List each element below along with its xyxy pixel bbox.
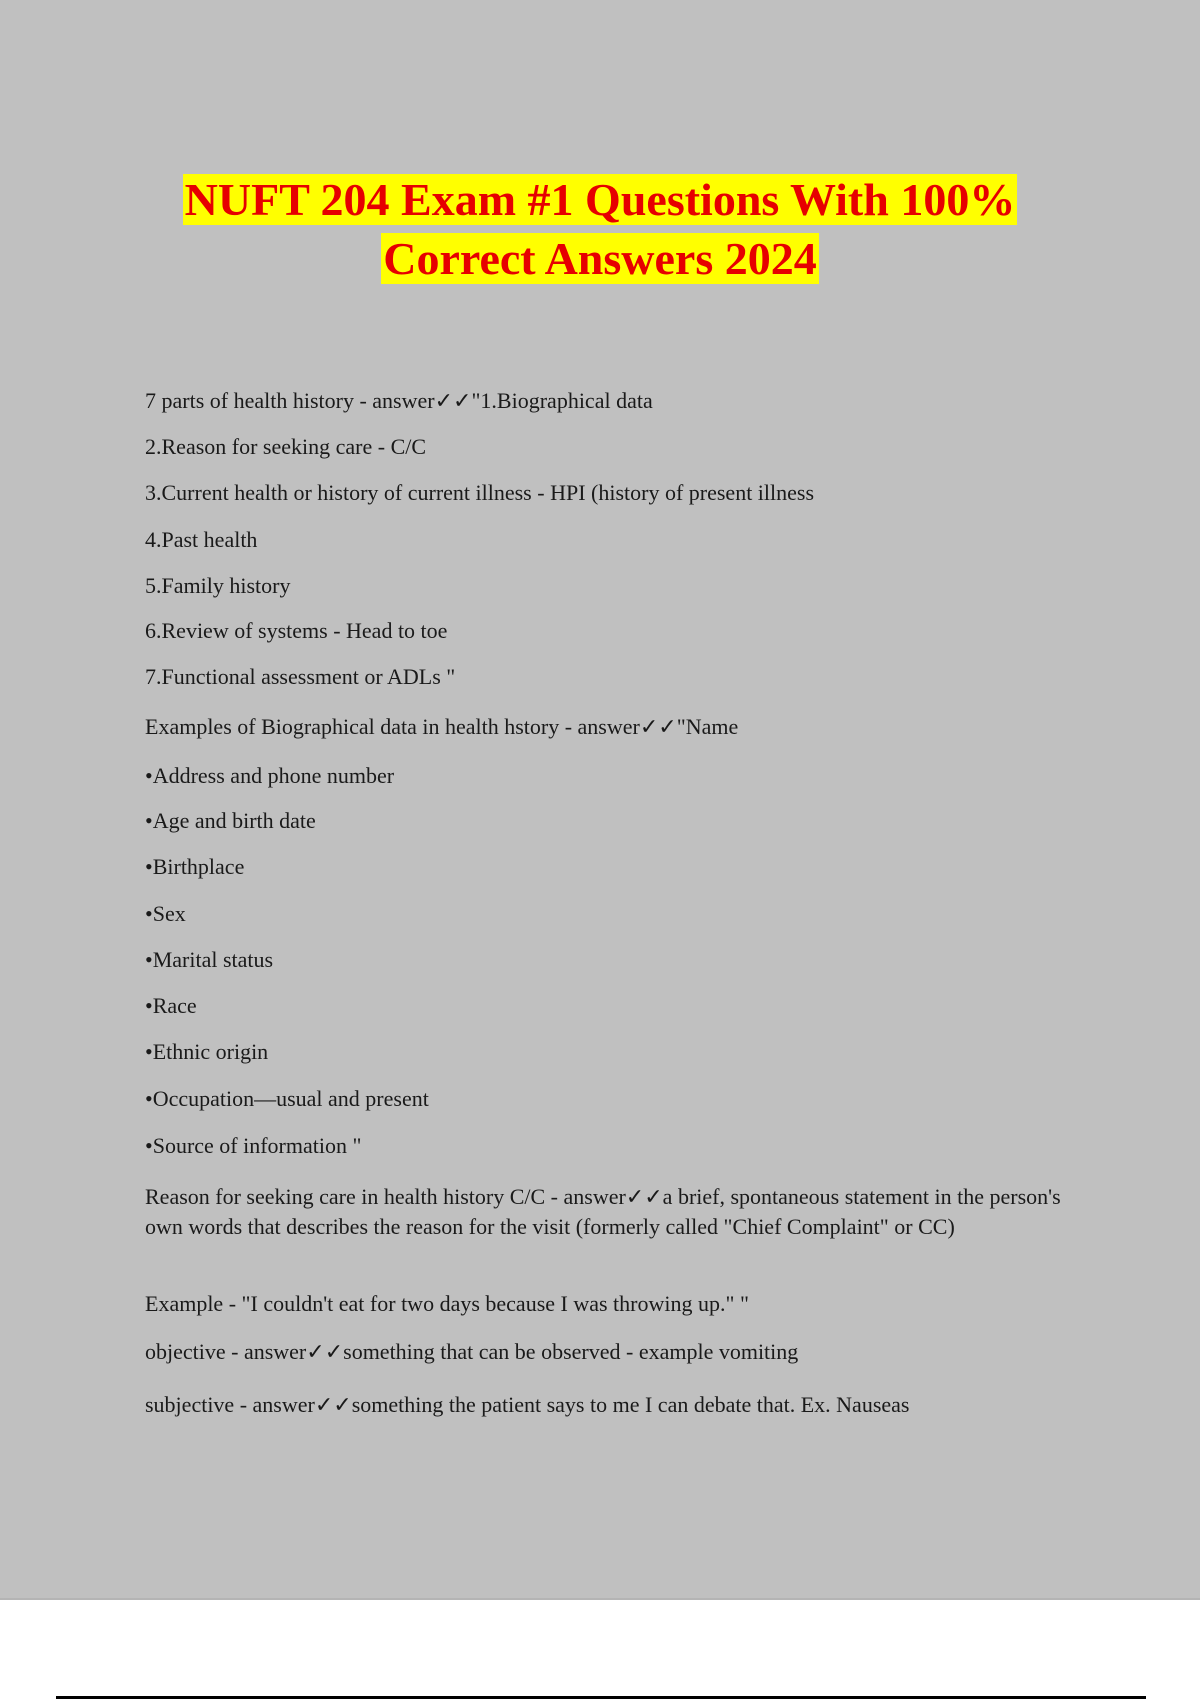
list-item: •Source of information ": [145, 1133, 362, 1158]
list-item: •Marital status: [145, 947, 274, 972]
text-line: 6.Review of systems - Head to toe: [145, 618, 448, 643]
list-item: •Ethnic origin: [145, 1039, 269, 1064]
list-item: •Sex: [145, 901, 186, 926]
text-line: 7.Functional assessment or ADLs ": [145, 664, 456, 689]
text-line: 2.Reason for seeking care - C/C: [145, 434, 427, 459]
text-line: 7 parts of health history - answer✓✓"1.Biographical data: [145, 388, 653, 413]
footer-divider: [56, 1696, 1146, 1699]
list-item: •Race: [145, 993, 197, 1018]
text-line: 3.Current health or history of current illness - HPI (history of present illness: [145, 480, 815, 505]
text-line: objective - answer✓✓something that can be observed - example vomiting: [145, 1339, 799, 1364]
text-line: 4.Past health: [145, 527, 258, 552]
list-item: •Age and birth date: [145, 808, 316, 833]
text-line: subjective - answer✓✓something the patient says to me I can debate that. Ex. Nauseas: [145, 1392, 910, 1417]
document-title-line1: [0, 172, 1200, 228]
text-line: Example - "I couldn't eat for two days because I was throwing up." ": [145, 1291, 749, 1316]
text-line: 5.Family history: [145, 573, 291, 598]
title-text-2: Correct Answers 2024: [383, 233, 817, 284]
list-item: •Birthplace: [145, 854, 245, 879]
list-item: •Occupation—usual and present: [145, 1086, 429, 1111]
title-text-1: NUFT 204 Exam #1 Questions With 100%: [184, 174, 1016, 225]
text-line: Examples of Biographical data in health hstory - answer✓✓"Name: [145, 714, 739, 739]
document-title-line2: [0, 231, 1200, 287]
text-paragraph: Reason for seeking care in health history C/C - answer✓✓a brief, spontaneous statement in the person's own words that describes the reason for the visit (formerly called "Chief Complaint" or CC): [145, 1184, 1061, 1239]
list-item: •Address and phone number: [145, 763, 395, 788]
